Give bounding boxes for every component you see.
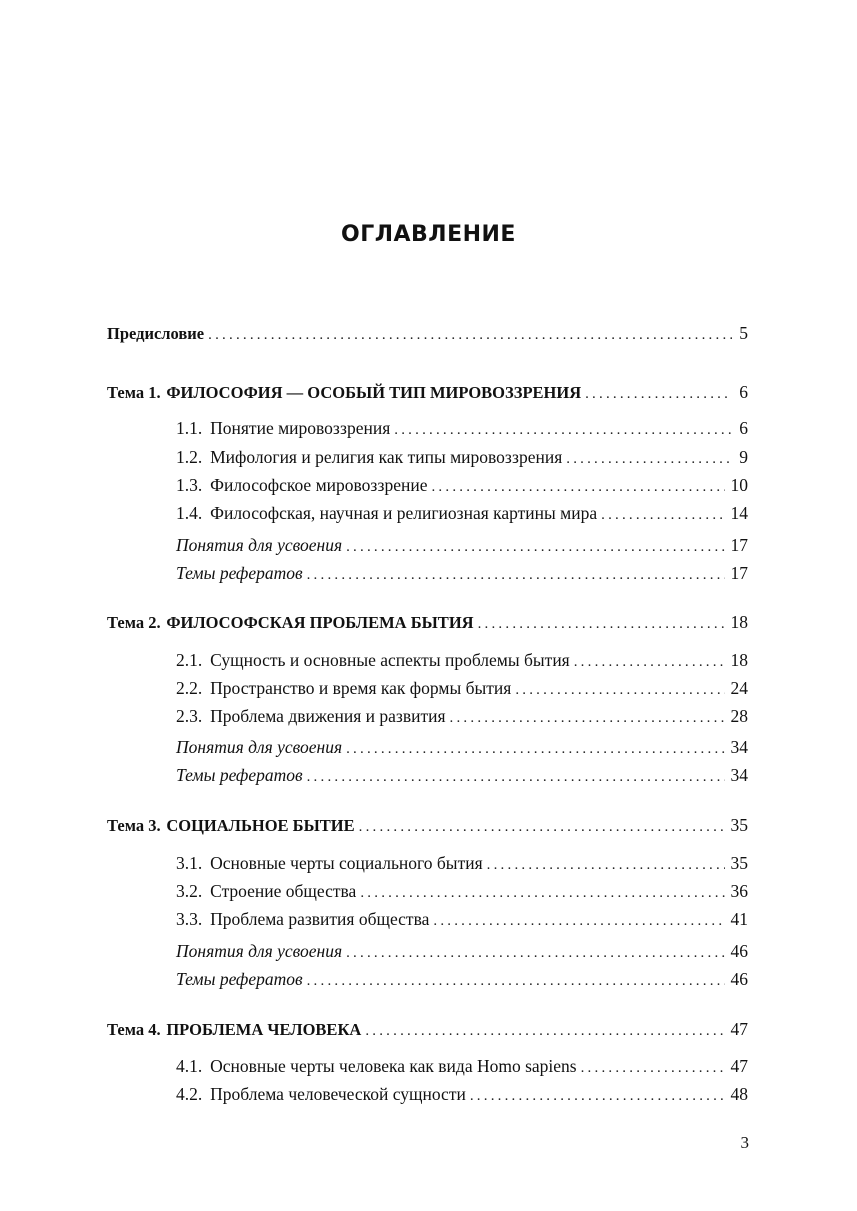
toc-entry-number: 3.1. — [176, 853, 203, 873]
toc-entry-label — [176, 676, 511, 700]
toc-entry-title: СОЦИАЛЬНОЕ БЫТИЕ — [166, 816, 355, 835]
toc-entry-4-1[interactable] — [176, 1054, 748, 1078]
toc-entry-label — [176, 879, 356, 903]
toc-entry-title: Пространство и время как формы бытия — [210, 678, 512, 698]
toc-entry-title: ПРОБЛЕМА ЧЕЛОВЕКА — [166, 1020, 362, 1039]
toc-entry-number: 2.2. — [176, 678, 203, 698]
toc-entry-1-4[interactable] — [176, 501, 748, 525]
toc-entry-label: Понятия для усвоения — [176, 535, 343, 555]
toc-entry-topic-4[interactable] — [107, 1017, 748, 1041]
toc-entry-title: Философское мировоззрение — [210, 475, 428, 495]
toc-entry-number: 3.2. — [176, 881, 203, 901]
toc-entry-label — [176, 704, 446, 728]
dot-leader — [394, 418, 732, 442]
toc-entry-label — [176, 648, 570, 672]
dot-leader — [574, 650, 725, 674]
toc-entry-label — [107, 814, 355, 838]
toc-page-number: 48 — [730, 1084, 748, 1104]
toc-entry-number: 2.3. — [176, 706, 203, 726]
dot-leader — [433, 909, 724, 933]
toc-entry-title: Проблема развития общества — [210, 909, 430, 929]
dot-leader — [307, 765, 725, 789]
toc-entry-title: Понятие мировоззрения — [210, 418, 391, 438]
toc-entry-topic-3[interactable] — [107, 813, 748, 837]
toc-entry-4-2[interactable] — [176, 1082, 748, 1106]
toc-entry-title: ФИЛОСОФИЯ — ОСОБЫЙ ТИП МИРОВОЗЗРЕНИЯ — [166, 383, 582, 402]
toc-entry-label — [176, 1082, 466, 1106]
dot-leader — [601, 503, 724, 527]
toc-entry-number: 4.1. — [176, 1056, 203, 1076]
dot-leader — [585, 382, 732, 406]
toc-page-number: 5 — [739, 323, 748, 343]
toc-page-number: 6 — [739, 418, 748, 438]
toc-entry-label — [107, 611, 474, 635]
toc-entry-title: Сущность и основные аспекты проблемы бытия — [210, 650, 570, 670]
dot-leader — [208, 323, 732, 347]
toc-page-number: 46 — [730, 941, 748, 961]
toc-entry-label: Понятия для усвоения — [176, 941, 343, 961]
toc-page-number: 34 — [730, 737, 748, 757]
dot-leader — [346, 737, 724, 761]
page-number: 3 — [740, 1133, 749, 1152]
toc-entry-title: Проблема движения и развития — [210, 706, 446, 726]
toc-entry-number: 1.3. — [176, 475, 203, 495]
toc-entry-number: 2.1. — [176, 650, 203, 670]
dot-leader — [365, 1019, 724, 1043]
toc-entry-essays-3[interactable] — [176, 967, 748, 991]
toc-entry-concepts-2[interactable] — [176, 735, 748, 759]
toc-entry-number: Тема 2. — [107, 613, 161, 632]
dot-leader — [478, 612, 725, 636]
toc-page-number: 34 — [730, 765, 748, 785]
toc-entry-title: Основные черты социального бытия — [210, 853, 483, 873]
toc-page-number: 18 — [730, 612, 748, 632]
toc-entry-title: Проблема человеческой сущности — [210, 1084, 466, 1104]
toc-entry-label: Понятия для усвоения — [176, 737, 343, 757]
toc-page-number: 10 — [730, 475, 748, 495]
toc-entry-label — [176, 1054, 577, 1078]
dot-leader — [515, 678, 724, 702]
toc-entry-number: 3.3. — [176, 909, 203, 929]
dot-leader — [470, 1084, 725, 1108]
toc-page-number: 17 — [730, 563, 748, 583]
toc-entry-title: Философская, научная и религиозная картины мира — [210, 503, 598, 523]
toc-page-number: 36 — [730, 881, 748, 901]
toc-entry-number: 1.2. — [176, 447, 203, 467]
dot-leader — [360, 881, 724, 905]
toc-entry-preface[interactable] — [107, 321, 748, 345]
dot-leader — [487, 853, 725, 877]
toc-page-number: 14 — [730, 503, 748, 523]
toc-entry-essays-1[interactable] — [176, 561, 748, 585]
toc-entry-2-1[interactable] — [176, 648, 748, 672]
toc-entry-1-1[interactable] — [176, 416, 748, 440]
toc-entry-3-3[interactable] — [176, 907, 748, 931]
toc-entry-number: Тема 4. — [107, 1020, 161, 1039]
toc-entry-number: Тема 1. — [107, 383, 161, 402]
toc-entry-label — [107, 1018, 361, 1042]
toc-entry-label — [176, 907, 429, 931]
toc-page-number: 35 — [730, 815, 748, 835]
toc-page-number: 35 — [730, 853, 748, 873]
page-title: ОГЛАВЛЕНИЕ — [341, 222, 516, 247]
toc-entry-label: Темы рефератов — [176, 765, 303, 785]
toc-entry-1-3[interactable] — [176, 473, 748, 497]
toc-entry-label: Предисловие — [107, 324, 205, 343]
toc-entry-1-2[interactable] — [176, 445, 748, 469]
toc-entry-title: Строение общества — [210, 881, 357, 901]
toc-entry-number: Тема 3. — [107, 816, 161, 835]
dot-leader — [346, 941, 724, 965]
toc-page-number: 47 — [730, 1056, 748, 1076]
toc-page-number: 17 — [730, 535, 748, 555]
toc-entry-2-2[interactable] — [176, 676, 748, 700]
dot-leader — [431, 475, 724, 499]
toc-page-number: 47 — [730, 1019, 748, 1039]
toc-page-number: 46 — [730, 969, 748, 989]
toc-entry-3-2[interactable] — [176, 879, 748, 903]
toc-entry-label — [176, 445, 562, 469]
dot-leader — [450, 706, 725, 730]
toc-entry-essays-2[interactable] — [176, 763, 748, 787]
toc-entry-3-1[interactable] — [176, 851, 748, 875]
toc-page-number: 6 — [739, 382, 748, 402]
dot-leader — [307, 969, 725, 993]
toc-entry-number: 4.2. — [176, 1084, 203, 1104]
toc-entry-number: 1.1. — [176, 418, 203, 438]
toc-entry-title: Основные черты человека как вида Homo sapiens — [210, 1056, 577, 1076]
toc-page-number: 41 — [730, 909, 748, 929]
toc-entry-label — [176, 416, 390, 440]
toc-entry-concepts-1[interactable] — [176, 533, 748, 557]
toc-entry-topic-1[interactable] — [107, 380, 748, 404]
toc-entry-title: ФИЛОСОФСКАЯ ПРОБЛЕМА БЫТИЯ — [166, 613, 474, 632]
dot-leader — [346, 535, 724, 559]
toc-entry-label — [176, 501, 597, 525]
toc-entry-topic-2[interactable] — [107, 610, 748, 634]
toc-page-number: 18 — [730, 650, 748, 670]
dot-leader — [581, 1056, 725, 1080]
toc-entry-label — [107, 381, 581, 405]
dot-leader — [359, 815, 725, 839]
toc-entry-label: Темы рефератов — [176, 563, 303, 583]
toc-entry-label — [176, 851, 483, 875]
dot-leader — [307, 563, 725, 587]
toc-entry-label — [176, 473, 427, 497]
dot-leader — [566, 447, 732, 471]
toc-entry-number: 1.4. — [176, 503, 203, 523]
toc-entry-2-3[interactable] — [176, 704, 748, 728]
toc-entry-concepts-3[interactable] — [176, 939, 748, 963]
toc-entry-title: Мифология и религия как типы мировоззрения — [210, 447, 563, 467]
toc-entry-label: Темы рефератов — [176, 969, 303, 989]
toc-page-number: 28 — [730, 706, 748, 726]
toc-page-number: 9 — [739, 447, 748, 467]
toc-page-number: 24 — [730, 678, 748, 698]
